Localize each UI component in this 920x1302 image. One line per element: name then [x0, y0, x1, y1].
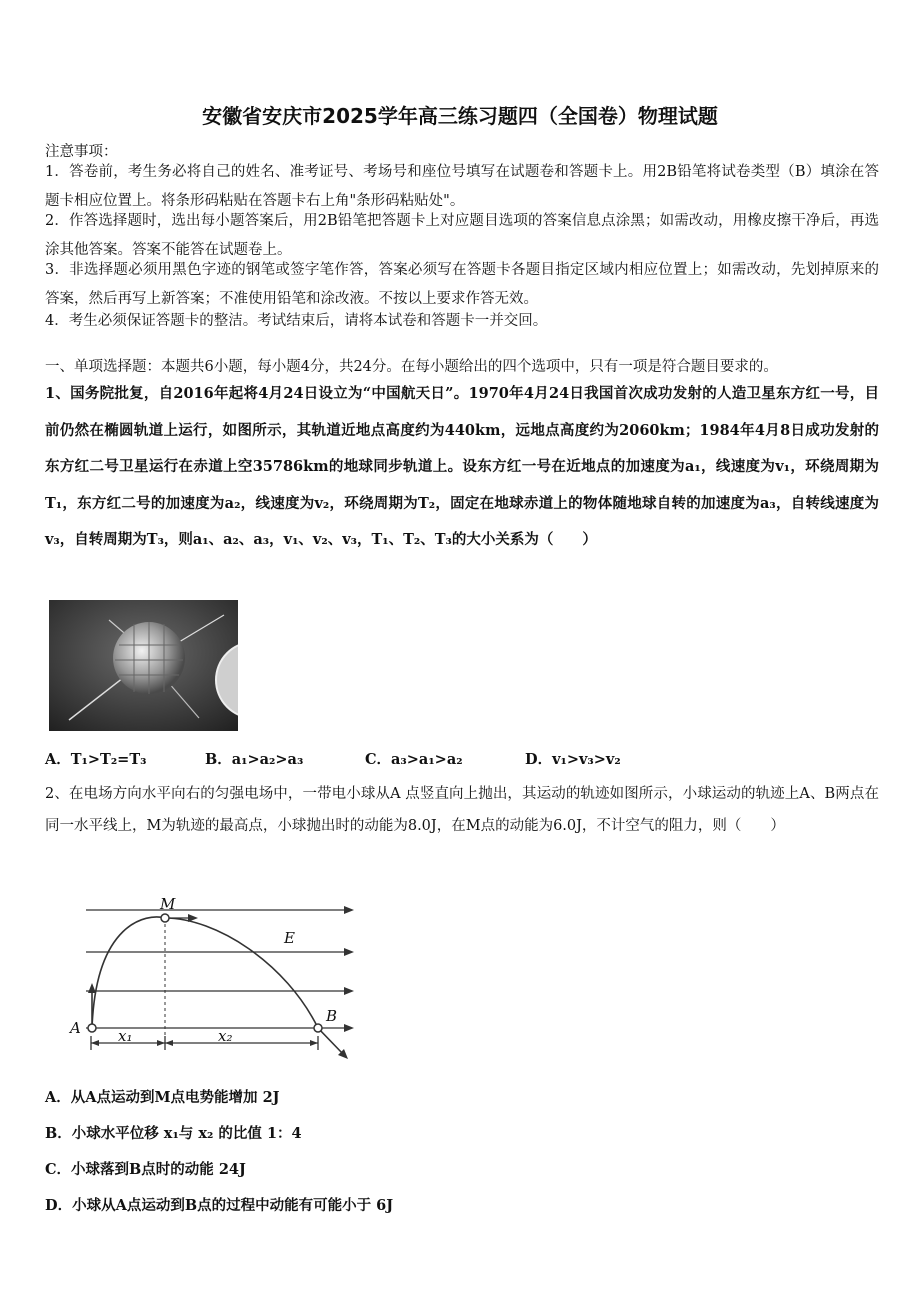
notice-heading: 注意事项： [45, 144, 118, 160]
label-a: A [70, 1019, 81, 1037]
label-m: M [160, 895, 176, 913]
q2-option-a: A．从A点运动到M点电势能增加 2J [45, 1089, 280, 1106]
q1-option-b: B．a₁>a₂>a₃ [205, 751, 304, 768]
q1-option-a: A．T₁>T₂=T₃ [45, 751, 147, 768]
notice-item-1: 1．答卷前，考生务必将自己的姓名、准考证号、考场号和座位号填写在试题卷和答题卡上。用2B铅笔将试卷类型（B）填涂在答题卡相应位置上。将条形码粘贴在答题卡右上角"条形码粘贴处"。 [45, 164, 879, 209]
satellite-image [49, 600, 238, 731]
notice-item-3: 3．非选择题必须用黑色字迹的钢笔或签字笔作答，答案必须写在答题卡各题目指定区域内相应位置上；如需改动，先划掉原来的答案，然后再写上新答案；不准使用铅笔和涂改液。不按以上要求作答无效。 [45, 262, 879, 307]
q2-option-d: D．小球从A点运动到B点的过程中动能有可能小于 6J [45, 1197, 394, 1214]
trajectory-figure [66, 893, 356, 1063]
q2-option-c: C．小球落到B点时的动能 24J [45, 1161, 246, 1178]
label-e: E [284, 929, 295, 947]
page-title: 安徽省安庆市2025学年高三练习题四（全国卷）物理试题 [202, 104, 718, 128]
q1-option-d: D．v₁>v₃>v₂ [525, 751, 621, 768]
notice-item-2: 2．作答选择题时，选出每小题答案后，用2B铅笔把答题卡上对应题目选项的答案信息点涂黑；如需改动，用橡皮擦干净后，再选涂其他答案。答案不能答在试题卷上。 [45, 213, 879, 258]
question-1-text: 1、国务院批复，自2016年起将4月24日设立为“中国航天日”。1970年4月24日我国首次成功发射的人造卫星东方红一号，目前仍然在椭圆轨道上运行，如图所示，其轨道近地点高度约为440km，远地点高度约为2060km；1984年4月8日成功发射的东方红二号卫星运行在赤道上空35786km的地球同步轨道上。设东方红一号在近地点的加速度为a₁，线速度为v₁，环绕周期为T₁，东方红二号的加速度为a₂，线速度为v₂，环绕周期为T₂，固定在地球赤道上的物体随地球自转的加速度为a₃，自转线速度为v₃，自转周期为T₃，则a₁、a₂、a₃，v₁、v₂、v₃，T₁、T₂、T₃的大小关系为（ ） [45, 385, 879, 548]
notice-item-4: 4．考生必须保证答题卡的整洁。考试结束后，请将本试卷和答题卡一并交回。 [45, 313, 548, 329]
label-x1: x₁ [118, 1027, 133, 1045]
section-heading: 一、单项选择题：本题共6小题，每小题4分，共24分。在每小题给出的四个选项中，只有一项是符合题目要求的。 [45, 359, 778, 375]
label-x2: x₂ [218, 1027, 233, 1045]
q1-option-c: C．a₃>a₁>a₂ [365, 751, 463, 768]
label-b: B [326, 1007, 338, 1025]
question-2-text: 2、在电场方向水平向右的匀强电场中，一带电小球从A 点竖直向上抛出，其运动的轨迹如图所示，小球运动的轨迹上A、B两点在同一水平线上，M为轨迹的最高点，小球抛出时的动能为8.0J，在M点的动能为6.0J，不计空气的阻力，则（ ） [45, 786, 879, 834]
q2-option-b: B．小球水平位移 x₁与 x₂ 的比值 1：4 [45, 1125, 302, 1142]
